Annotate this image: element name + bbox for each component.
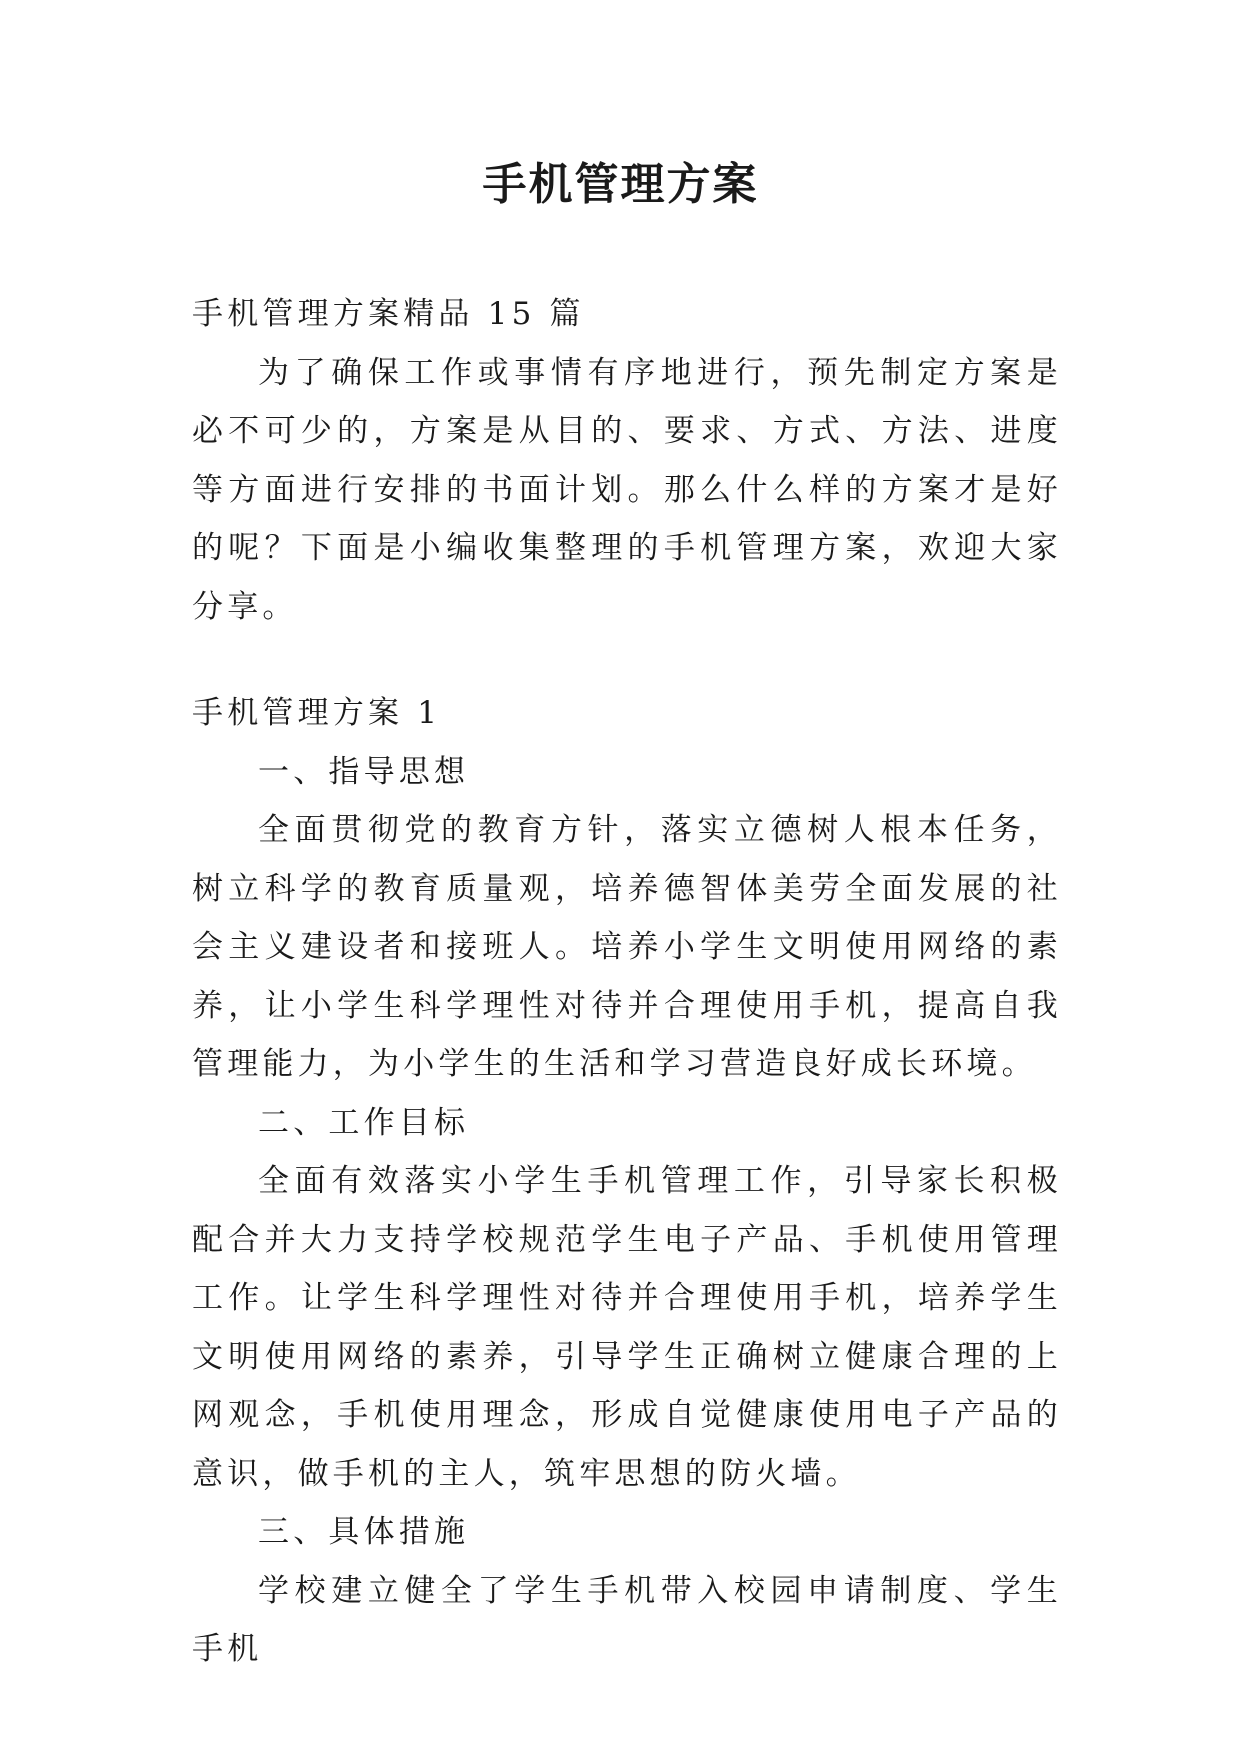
paragraph-gap bbox=[192, 636, 1062, 684]
part-heading-guiding-ideology: 一、指导思想 bbox=[258, 753, 470, 790]
collection-subtitle: 手机管理方案精品 15 篇 bbox=[192, 296, 585, 332]
section-heading: 手机管理方案 1 bbox=[192, 695, 442, 731]
part-heading-work-goals: 二、工作目标 bbox=[258, 1104, 470, 1141]
part-text-work-goals: 全面有效落实小学生手机管理工作，引导家长积极配合并大力支持学校规范学生电子产品、手机使用管理工作。让学生科学理性对待并合理使用手机，培养学生文明使用网络的素养，引导学生正确树立健康合理的上网观念，手机使用理念，形成自觉健康使用电子产品的意识，做手机的主人，筑牢思想的防火墙。 bbox=[192, 1163, 1062, 1492]
document-title: 手机管理方案 bbox=[482, 159, 759, 210]
part-text-measures: 学校建立健全了学生手机带入校园申请制度、学生手机 bbox=[192, 1572, 1062, 1667]
part-heading-measures: 三、具体措施 bbox=[258, 1514, 470, 1550]
part-text-guiding-ideology: 全面贯彻党的教育方针，落实立德树人根本任务，树立科学的教育质量观，培养德智体美劳全面发展的社会主义建设者和接班人。培养小学生文明使用网络的素养，让小学生科学理性对待并合理使用手机，提高自我管理能力，为小学生的生活和学习营造良好成长环境。 bbox=[192, 812, 1062, 1082]
document-body bbox=[192, 285, 1062, 1679]
intro-paragraph: 为了确保工作或事情有序地进行，预先制定方案是必不可少的，方案是从目的、要求、方式、方法、进度等方面进行安排的书面计划。那么什么样的方案才是好的呢？下面是小编收集整理的手机管理方案，欢迎大家分享。 bbox=[192, 354, 1062, 625]
